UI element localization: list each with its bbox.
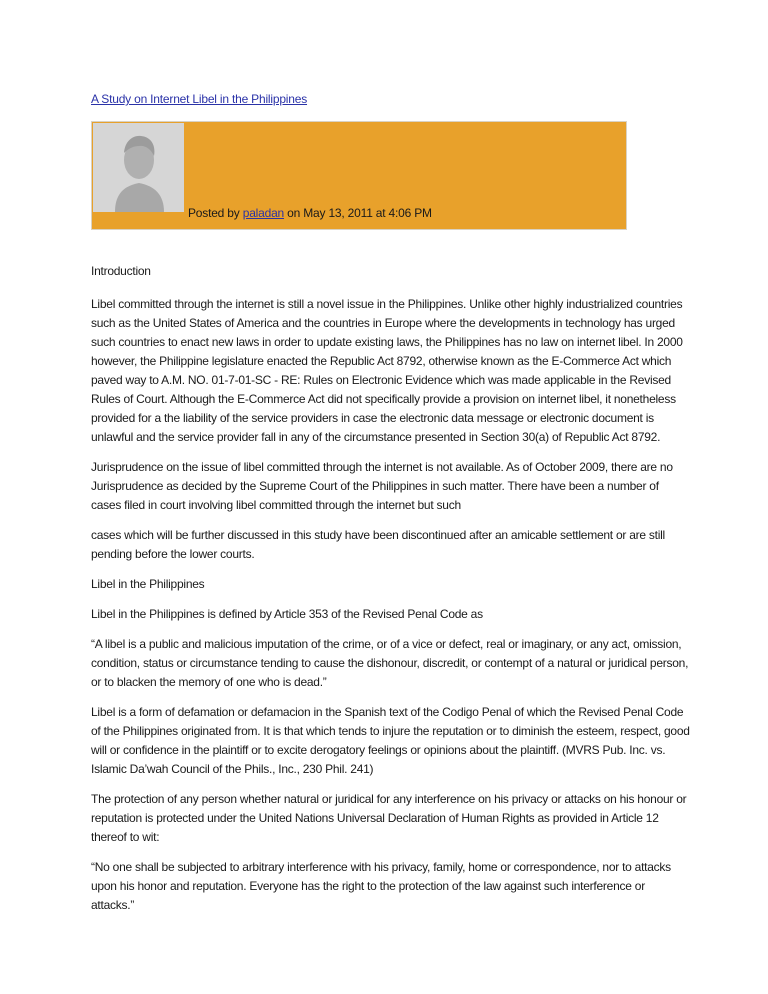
paragraph: Libel in the Philippines is defined by Article 353 of the Revised Penal Code as (91, 607, 483, 621)
author-link[interactable]: paladan (242, 206, 285, 220)
article-title-link[interactable]: A Study on Internet Libel in the Philippines (91, 92, 308, 106)
author-banner (91, 121, 627, 230)
user-silhouette-icon (93, 123, 184, 212)
quote-paragraph: “No one shall be subjected to arbitrary interference with his privacy, family, home or correspondence, nor to attacks upon his honor and reputation. Everyone has the right to the protection of the law against such interference or attacks.” (91, 860, 671, 912)
post-date: on May 13, 2011 at 4:06 PM (287, 206, 432, 220)
paragraph: Libel committed through the internet is still a novel issue in the Philippines. Unlike other highly industrialized countries such as the United States of America and the countries in Europe where the developments in technology has urged such countries to enact new laws in order to update existing laws, the Philippines has no law on internet libel. In 2000 however, the Philippine legislature enacted the Republic Act 8792, otherwise known as the E-Commerce Act which paved way to A.M. NO. 01-7-01-SC - RE: Rules on Electronic Evidence which was made applicable in the Revised Rules of Court. Although the E-Commerce Act did not specifically provide a provision on internet libel, it nonetheless provided for a the liability of the service providers in case the electronic data message or electronic document is unlawful and the service provider fall in any of the circumstance presented in Section 30(a) of Republic Act 8792. (91, 297, 683, 444)
post-byline (188, 206, 432, 220)
quote-paragraph: “A libel is a public and malicious imputation of the crime, or of a vice or defect, real or imaginary, or any act, omission, condition, status or circumstance tending to cause the dishonour, discredit, or contempt of a natural or juridical person, or to blacken the memory of one who is dead.” (91, 637, 689, 689)
article-body (91, 262, 691, 926)
section-heading-introduction: Introduction (91, 264, 151, 278)
section-heading-libel: Libel in the Philippines (91, 577, 205, 591)
byline-prefix: Posted by (188, 206, 240, 220)
paragraph: The protection of any person whether natural or juridical for any interference on his privacy or attacks on his honour or reputation is protected under the United Nations Universal Declaration of Human Rights as provided in Article 12 thereof to wit: (91, 792, 687, 844)
paragraph: cases which will be further discussed in this study have been discontinued after an amicable settlement or are still pending before the lower courts. (91, 528, 665, 561)
paragraph: Libel is a form of defamation or defamacion in the Spanish text of the Codigo Penal of which the Revised Penal Code of the Philippines originated from. It is that which tends to injure the reputation or to diminish the esteem, respect, good will or confidence in the plaintiff or to excite derogatory feelings or opinions about the plaintiff. (MVRS Pub. Inc. vs. Islamic Da’wah Council of the Phils., Inc., 230 Phil. 241) (91, 705, 690, 776)
paragraph: Jurisprudence on the issue of libel committed through the internet is not available. As of October 2009, there are no Jurisprudence as decided by the Supreme Court of the Philippines in such matter. There have been a number of cases filed in court involving libel committed through the internet but such (91, 460, 673, 512)
